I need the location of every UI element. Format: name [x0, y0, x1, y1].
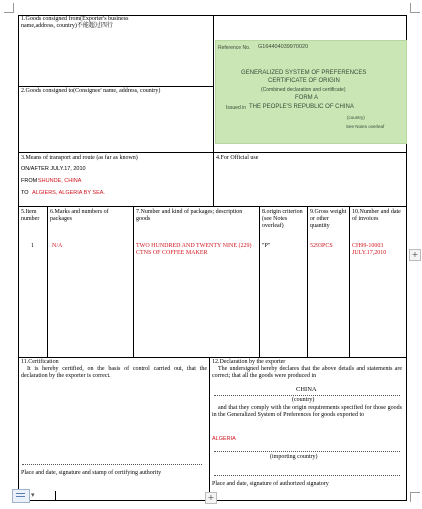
declaration-text: The undersigned hereby declares that the above details and statements are correct; that all the goods were produced in [212, 366, 402, 379]
issued-country: THE PEOPLE'S REPUBLIC OF CHINA [249, 104, 354, 110]
divider [133, 206, 134, 357]
header-gross-weight: 9.Gross weight or other quantity [310, 209, 347, 229]
to-value: ALGIERS, ALGERIA BY SEA. [32, 190, 105, 196]
from-label: FROM [21, 178, 38, 184]
authorized-signatory: Place and date, signature of authorized signatory [212, 481, 329, 487]
origin-criterion: "P" [262, 243, 271, 249]
consignee-label: 2.Goods consigned to(Consignee' name, address, country) [21, 88, 161, 94]
item-number: 1 [31, 243, 34, 249]
certificate-title: GENERALIZED SYSTEM OF PREFERENCES [241, 70, 367, 76]
crop-mark [4, 3, 14, 13]
add-column-icon[interactable]: + [205, 492, 217, 504]
quantity-value: 5293PCS [310, 243, 333, 249]
header-description: 7.Number and kind of packages; description goods [136, 209, 243, 222]
reference-number: G164404039970020 [258, 44, 309, 50]
layout-icon-bar [16, 496, 25, 497]
layout-options-icon[interactable] [12, 489, 30, 503]
certificate-header [215, 40, 407, 144]
invoice-number: CH99-10003 [352, 243, 384, 249]
importing-line [214, 451, 400, 452]
country-hint: (country) [347, 115, 365, 120]
divider [209, 357, 210, 499]
header-marks: 6.Marks and numbers of packages [50, 209, 109, 222]
combined-declaration: (Combined declaration and certificate) [261, 87, 346, 93]
exporter-label: 1.Goods consigned from(Exporter's business [21, 16, 129, 22]
official-use-label: 4.For Official use [216, 155, 259, 161]
transport-date: ON/AFTER JULY.17, 2010 [21, 166, 86, 172]
destination-country: ALGERIA [212, 436, 236, 442]
transport-label: 3.Means of transport and route (as far as known) [21, 155, 138, 161]
importing-hint: (importing country) [270, 454, 318, 460]
invoice-date: JULY.17,2010 [352, 250, 387, 256]
layout-icon-bar [16, 493, 25, 494]
country-line [214, 395, 400, 396]
form-name: FORM A [295, 95, 319, 101]
reference-label: Reference No. [218, 45, 251, 51]
divider [47, 206, 48, 357]
from-value: SHUNDE, CHINA [38, 178, 82, 184]
divider [349, 206, 350, 357]
signature-line [22, 464, 202, 465]
header-invoice: 10.Number and date of invoices [352, 209, 401, 222]
declaration-label: 12.Declaration by the exporter [212, 359, 286, 365]
divider [18, 152, 406, 153]
chevron-down-icon[interactable]: ▾ [31, 491, 35, 499]
certificate-subtitle: CERTIFICATE OF ORIGIN [268, 78, 340, 84]
authorized-sign-line [214, 475, 400, 476]
certification-label: 11.Certification [21, 359, 59, 365]
divider [307, 206, 308, 357]
marks-value: N/A [52, 243, 63, 249]
divider [259, 206, 260, 357]
origin-country: CHINA [296, 386, 317, 393]
header-origin-criterion: 8.origin criterion (see Notes overleaf) [262, 209, 303, 229]
divider [18, 86, 213, 87]
goods-description: TWO HUNDRED AND TWENTY NINE (229) CTNS OF COFFEE MAKER [136, 243, 252, 256]
crop-mark [410, 492, 420, 502]
exporter-label-line2: name,address, country)不能超过四行 [21, 23, 113, 29]
crop-mark [410, 3, 420, 13]
see-notes: See Notes overleaf [346, 124, 385, 129]
issued-label: Issued in [226, 105, 247, 111]
divider [18, 357, 406, 358]
divider [18, 206, 406, 207]
header-item-number: 5.Item number [21, 209, 40, 222]
text-cursor [55, 491, 56, 500]
certification-text: It is hereby certified, on the basis of control carried out, that the declaration by the exporter is correct. [21, 366, 207, 379]
country-hint: (country) [292, 397, 315, 403]
declaration-text-2: and that they comply with the origin requirements specified for those goods in the Generalized System of Preferences for goods exported to [212, 405, 402, 418]
add-row-icon[interactable]: + [409, 249, 421, 261]
certifying-authority-sign: Place and date, signature and stamp of certifying authority [21, 470, 162, 476]
divider [213, 15, 214, 207]
to-label: TO [21, 190, 29, 196]
